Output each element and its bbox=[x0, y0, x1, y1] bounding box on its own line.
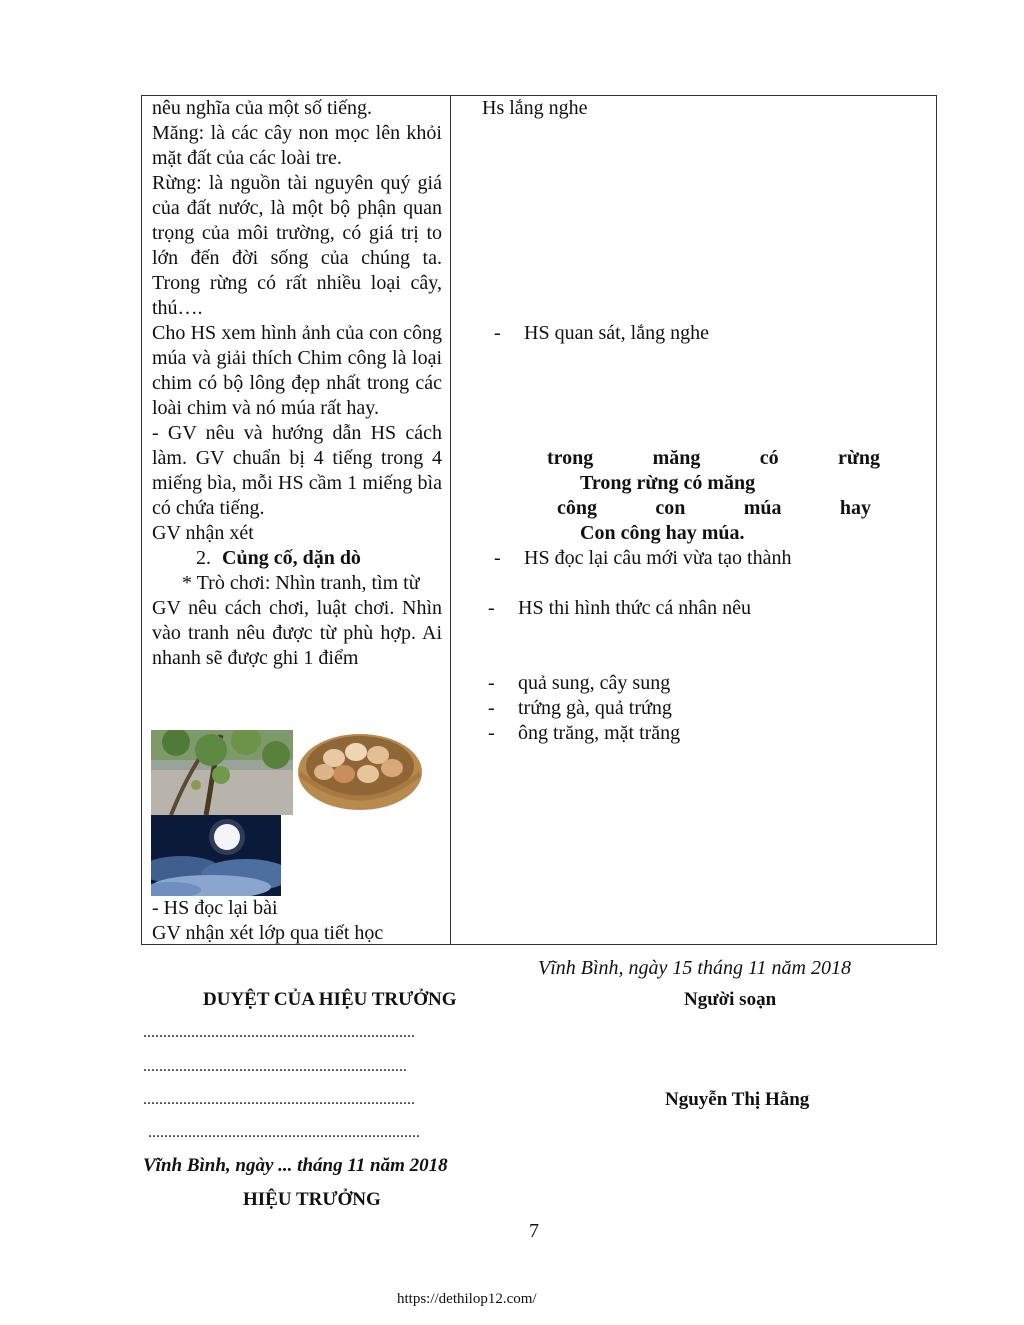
word-card: con bbox=[655, 497, 686, 519]
word-card: trong bbox=[547, 447, 594, 469]
answer-item: - ông trăng, mặt trăng bbox=[488, 722, 681, 744]
game-rules: GV nêu cách chơi, luật chơi. Nhìn vào tranh nêu được từ phù hợp. Ai nhanh sẽ được ghi 1 điểm bbox=[152, 597, 442, 669]
student-compete: - HS thi hình thức cá nhân nêu bbox=[488, 597, 752, 619]
fig-tree-photo bbox=[151, 730, 293, 815]
answer-item: - trứng gà, quả trứng bbox=[488, 697, 672, 719]
approval-line-1: .................................................................... bbox=[143, 1024, 415, 1041]
principal-title: HIỆU TRƯỞNG bbox=[243, 1189, 381, 1210]
approval-line-2: .................................................................. bbox=[143, 1058, 407, 1075]
word-card: hay bbox=[839, 497, 871, 519]
page-number: 7 bbox=[529, 1220, 539, 1242]
word-cards-2 bbox=[557, 496, 871, 521]
author-name: Nguyễn Thị Hằng bbox=[665, 1089, 810, 1110]
lesson-table bbox=[141, 95, 937, 945]
word-card: rừng bbox=[837, 447, 880, 469]
section-heading bbox=[152, 546, 442, 571]
word-cards-1 bbox=[547, 446, 880, 471]
peacock-explanation: Cho HS xem hình ảnh của con công múa và giải thích Chim công là loại chim có bộ lông đẹp nhất trong các loài chim và nó múa rất hay. bbox=[152, 322, 442, 419]
student-observe: - HS quan sát, lắng nghe bbox=[494, 322, 709, 344]
read-again: - HS đọc lại bài bbox=[152, 897, 278, 919]
section-title: Củng cố, dặn dò bbox=[222, 547, 361, 569]
answer-item: - quả sung, cây sung bbox=[488, 672, 671, 694]
class-comment: GV nhận xét lớp qua tiết học bbox=[152, 922, 384, 944]
approval-line-3: .................................................................... bbox=[143, 1091, 415, 1108]
teacher-instruction: - GV nêu và hướng dẫn HS cách làm. GV chuẩn bị 4 tiếng trong 4 miếng bìa, mỗi HS cầm 1 miếng bìa có chứa tiếng. bbox=[152, 422, 442, 519]
word-card: có bbox=[759, 447, 779, 469]
author-label: Người soạn bbox=[684, 989, 777, 1010]
moon-photo bbox=[151, 815, 281, 896]
teacher-comment: GV nhận xét bbox=[152, 522, 254, 544]
student-read-sentence: - HS đọc lại câu mới vừa tạo thành bbox=[494, 547, 792, 569]
definition-mang: Măng: là các cây non mọc lên khỏi mặt đất của các loài tre. bbox=[152, 122, 442, 169]
signature-date: Vĩnh Bình, ngày 15 tháng 11 năm 2018 bbox=[538, 957, 851, 979]
source-url[interactable]: https://dethilop12.com/ bbox=[397, 1291, 537, 1307]
sentence-1: Trong rừng có măng bbox=[580, 472, 756, 494]
column-divider bbox=[450, 96, 451, 944]
left-paragraph-1: nêu nghĩa của một số tiếng. bbox=[152, 97, 372, 119]
egg-basket-photo bbox=[294, 722, 426, 814]
word-card: công bbox=[557, 497, 597, 519]
principal-date: Vĩnh Bình, ngày ... tháng 11 năm 2018 bbox=[143, 1155, 448, 1176]
section-number: 2. bbox=[196, 547, 211, 569]
approval-line-4: .................................................................... bbox=[148, 1124, 420, 1141]
sentence-2: Con công hay múa. bbox=[580, 522, 745, 544]
teacher-activities-column bbox=[152, 96, 442, 671]
word-card: măng bbox=[652, 447, 701, 469]
game-title: * Trò chơi: Nhìn tranh, tìm từ bbox=[182, 572, 420, 594]
word-card: múa bbox=[743, 497, 782, 519]
student-listen: Hs lắng nghe bbox=[482, 97, 588, 119]
definition-rung: Rừng: là nguồn tài nguyên quý giá của đất nước, là một bộ phận quan trọng của môi trường, có giá trị to lớn đến đời sống của chúng ta. Trong rừng có rất nhiều loại cây, thú…. bbox=[152, 172, 442, 319]
closing-lines bbox=[152, 896, 442, 946]
approval-heading: DUYỆT CỦA HIỆU TRƯỞNG bbox=[203, 989, 457, 1010]
